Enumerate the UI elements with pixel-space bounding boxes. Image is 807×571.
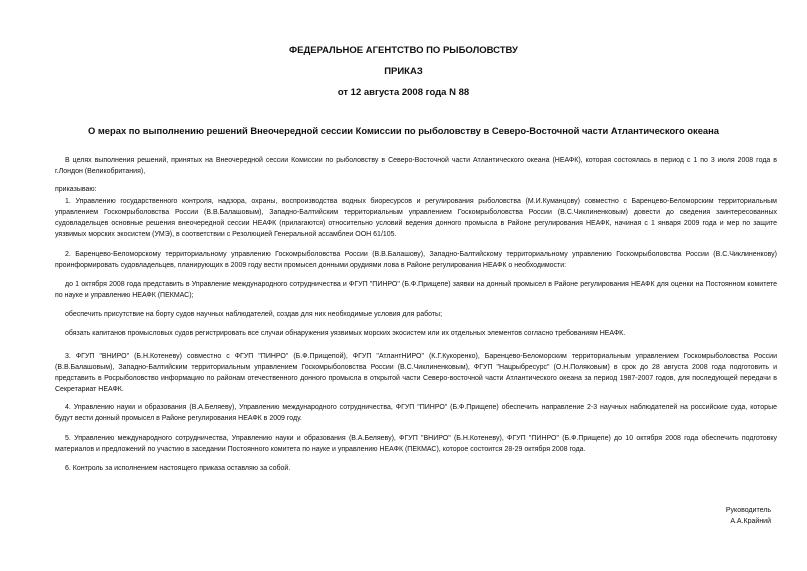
paragraph-item-4: 4. Управлению науки и образования (В.А.Беляеву), Управлению международного сотрудничества, ФГУП "ПИНРО" (Б.Ф.Прищепе) обеспечить направление 2-3 научных наблюдателей на российские суда, которые будут вести донный промысел в Районе регулирования НЕАФК в 2009 году. bbox=[55, 404, 777, 422]
document-title: О мерах по выполнению решений Внеочередной сессии Комиссии по рыболовству в Северо-Восточной части Атлантического океана bbox=[87, 125, 720, 136]
agency-name: ФЕДЕРАЛЬНОЕ АГЕНТСТВО ПО РЫБОЛОВСТВУ bbox=[289, 45, 518, 56]
paragraph-order-word: приказываю: bbox=[55, 186, 97, 193]
paragraph-item-2c: обязать капитанов промысловых судов регистрировать все случаи обнаружения уязвимых морских экосистем или их отдельных элементов согласно требованиям НЕАФК. bbox=[65, 330, 626, 337]
paragraph-item-2a: до 1 октября 2008 года представить в Управление международного сотрудничества и ФГУП "ПИНРО" (Б.Ф.Прищепе) заявки на донный промысел в Районе регулирования НЕАФК для оценки на Постоянном комитете по науке и управлению НЕАФК (ПЕКМАС); bbox=[55, 281, 777, 299]
signature-position: Руководитель bbox=[725, 507, 771, 514]
paragraph-item-1: 1. Управлению государственного контроля, надзора, охраны, воспроизводства водных биоресурсов и регулирования рыболовства (М.И.Куманцову) совместно с Баренцево-Беломорским территориальным управлением Госкомрыболовства России (В.В.Балашовым), Западно-Балтийским территориальным управлением Госкомрыболовства России (В.С.Чиклиненковым) довести до сведения заинтересованных судовладельцев основные решения внеочередной сессии НЕАФК (прилагаются) относительно условий ведения донного промысла в Районе регулирования НЕАФК, начиная с 1 января 2009 года и мер по защите уязвимых морских экосистем (УМЭ), в соответствии с Резолюцией Генеральной ассамблеи ООН 61/105. bbox=[55, 198, 777, 238]
paragraph-item-3: 3. ФГУП "ВНИРО" (Б.Н.Котеневу) совместно с ФГУП "ПИНРО" (Б.Ф.Прищепой), ФГУП "АтлантНИРО" (К.Г.Кукоренко), Баренцево-Беломорским территориальным управлением Госкомрыболовства России (В.В.Балашовым), Западно-Балтийским территориальным управлением Госкомрыболовства России (В.С.Чиклиненковым), ФГУП "Нацрыбресурс" (О.Н.Поляковым) в срок до 28 августа 2008 года подготовить и представить в Росрыболовство информацию по районам отечественного донного промысла в открытой части Северо-восточной части Атлантического океана за период 1987-2007 годов, для последующей передачи в Секретариат НЕАФК. bbox=[55, 353, 777, 393]
paragraph-item-6: 6. Контроль за исполнением настоящего приказа оставляю за собой. bbox=[65, 465, 291, 472]
paragraph-item-2: 2. Баренцево-Беломорскому территориальному управлению Госкомрыболовства России (В.В.Балашову), Западно-Балтийскому территориальному управлению Госкомрыболовства России (В.С.Чиклиненкову) проинформировать судовладельцев, планирующих в 2009 году вести промысел донными орудиями лова в Районе регулирования НЕАФК о необходимости: bbox=[55, 251, 777, 269]
document-date-number: от 12 августа 2008 года N 88 bbox=[337, 87, 470, 98]
paragraph-intro: В целях выполнения решений, принятых на Внеочередной сессии Комиссии по рыболовству в Северо-Восточной части Атлантического океана (НЕАФК), которая состоялась в период с 1 по 3 июля 2008 года в г.Лондон (Великобритания), bbox=[55, 157, 777, 175]
document-type: ПРИКАЗ bbox=[384, 66, 423, 77]
paragraph-item-5: 5. Управлению международного сотрудничества, Управлению науки и образования (В.А.Беляеву), ФГУП "ВНИРО" (Б.Н.Котеневу), ФГУП "ПИНРО" (Б.Ф.Прищепе) до 10 октября 2008 года обеспечить подготовку материалов и предложений по участию в заседании Постоянного комитета по науке и управлению НЕАФК (ПЕКМАС), которое состоится 28-29 октября 2008 года. bbox=[55, 435, 777, 453]
paragraph-item-2b: обеспечить присутствие на борту судов научных наблюдателей, создав для них необходимые условия для работы; bbox=[65, 311, 443, 318]
signature-name: А.А.Крайний bbox=[730, 518, 771, 525]
